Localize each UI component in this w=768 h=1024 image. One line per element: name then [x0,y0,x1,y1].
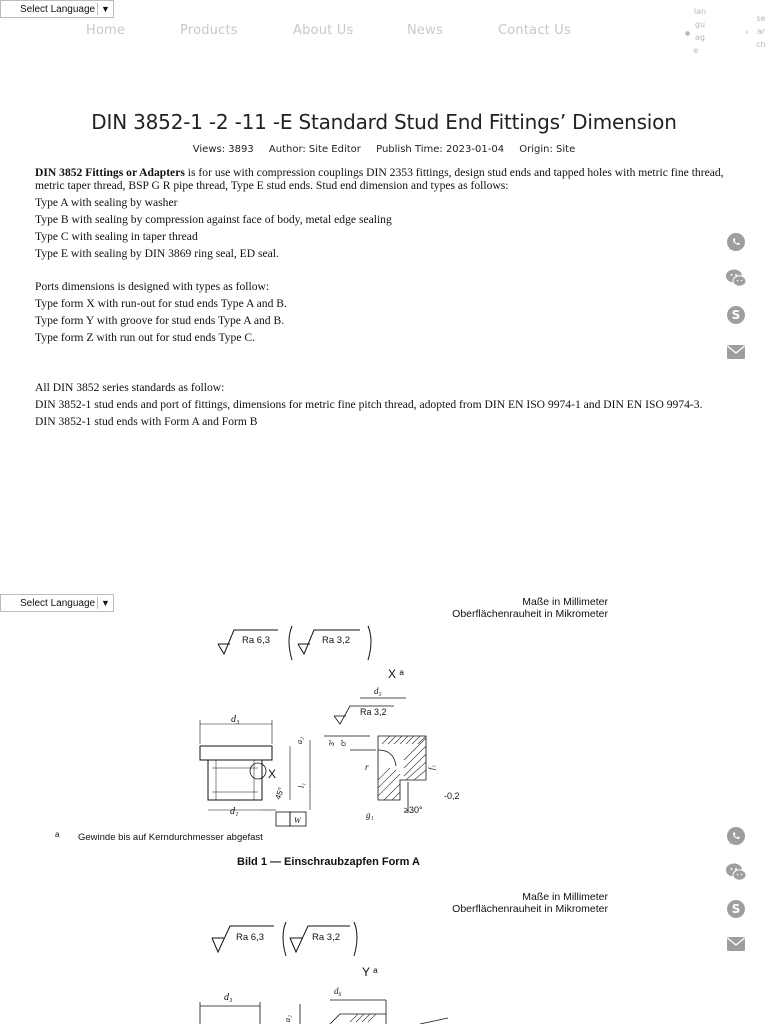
dim-label: g₁ [366,810,374,820]
series-item: DIN 3852-1 stud ends and port of fittings, dimensions for metric fine pitch thread, adopted from DIN EN ISO 9974-1 and DIN EN ISO 9974-3. [35,398,703,411]
dim-label: d₃ [224,992,233,1003]
language-select-label: Select Language [20,597,96,609]
language-toggle-text: gu [694,20,706,29]
intro-bold: DIN 3852 Fittings or Adapters [35,166,185,179]
stud-end-outline [200,720,310,826]
skype-icon[interactable] [725,304,747,326]
figure-caption: Bild 1 — Einschraubzapfen Form A [237,856,420,868]
nav-item-news[interactable]: News [407,23,443,38]
email-icon[interactable] [725,933,747,955]
dim-label: W [294,816,301,825]
language-toggle-text: ag [695,33,705,42]
figure2-drawing [190,918,470,1024]
units-note: Maße in Millimeter [522,891,608,903]
origin: Origin: Site [519,144,576,155]
type-item: Type A with sealing by washer [35,196,178,209]
ra-value: Ra 3,2 [322,635,350,646]
chevron-down-icon: ▼ [97,3,113,15]
port-item: Type form X with run-out for stud ends Type A and B. [35,297,287,310]
nav-item-about-us[interactable]: About Us [293,23,354,38]
svg-text:S: S [731,902,741,916]
series-item: DIN 3852-1 stud ends with Form A and Form B [35,415,258,428]
email-icon[interactable] [725,341,747,363]
type-item: Type C with sealing in taper thread [35,230,198,243]
language-select[interactable] [0,0,114,18]
dim-label: ≥30° [404,805,423,815]
detail-title: X ᵃ [388,667,404,681]
language-select[interactable] [0,594,114,612]
type-item: Type B with sealing by compression against face of body, metal edge sealing [35,213,392,226]
roughness-note: Oberflächenrauheit in Mikrometer [452,608,608,620]
detail-title: Y ᵃ [362,965,378,979]
ra-value: Ra 6,3 [242,635,270,646]
roughness-note: Oberflächenrauheit in Mikrometer [452,903,608,915]
dim-label: r [365,762,369,772]
ra-value: Ra 6,3 [236,932,264,943]
page-title: DIN 3852-1 -2 -11 -E Standard Stud End Fittings’ Dimension [91,110,677,134]
footnote-mark: a [55,830,60,839]
figure1-drawing [190,620,490,830]
wechat-icon[interactable] [725,267,747,289]
dim-label: f₁ [427,764,436,770]
dim-label: 0° [341,739,348,746]
series-intro: All DIN 3852 series standards as follow: [35,381,225,394]
search-toggle[interactable] [745,12,767,51]
type-item: Type E with sealing by DIN 3869 ring seal, ED seal. [35,247,279,260]
language-toggle-text: lan [693,7,707,16]
footnote-text: Gewinde bis auf Kerndurchmesser abgefast [78,832,263,843]
search-toggle-text: ar [756,27,766,36]
search-icon: ⌕ [745,28,749,36]
dim-label: a₂ [295,737,304,744]
dim-label: a₂ [283,1015,292,1022]
author: Author: Site Editor [268,144,361,155]
hatch-pattern [378,736,426,800]
skype-icon[interactable] [725,898,747,920]
dim-label: d₃ [231,714,240,725]
language-toggle[interactable] [685,5,715,57]
dim-label: l₁ [297,782,306,788]
svg-text:S: S [731,308,741,322]
dim-label: 45° [273,786,287,801]
publish-time: Publish Time: 2023-01-04 [376,144,505,155]
dim-label: d₁ [230,806,239,817]
language-select-label: Select Language [20,3,96,15]
chevron-down-icon: ▼ [97,597,113,609]
search-toggle-text: ch [756,40,766,49]
port-item: Type form Y with groove for stud ends Type A and B. [35,314,285,327]
nav-item-contact-us[interactable]: Contact Us [498,23,571,38]
views-count: Views: 3893 [192,144,254,155]
detail-outline [200,1000,448,1024]
article-meta [0,144,768,155]
ports-intro: Ports dimensions is designed with types as follow: [35,280,270,293]
units-note: Maße in Millimeter [522,596,608,608]
port-item: Type form Z with run out for stud ends Type C. [35,331,256,344]
nav-item-products[interactable]: Products [180,23,238,38]
tolerance: -0,2 [444,791,460,801]
detail-marker: X [268,767,277,781]
main-nav [0,23,680,43]
intro-paragraph [35,166,735,192]
language-toggle-text: e [693,46,699,55]
ra-value: Ra 3,2 [360,707,387,717]
wechat-icon[interactable] [725,861,747,883]
dim-label: d₆ [334,986,342,996]
whatsapp-icon[interactable] [725,231,747,253]
intro-text: is for use with compression couplings DIN 2353 fittings, design stud ends and tapped holes with metric fine thread, metric taper thread, BSP G R pipe thread, Type E stud ends. Stud end dimension and types as follows: [35,166,724,192]
hatch-pattern [350,1014,376,1022]
dim-label: d₅ [374,686,382,696]
search-toggle-text: se [756,14,766,23]
globe-icon: ● [685,30,691,37]
ra-value: Ra 3,2 [312,932,340,943]
dim-label: 3° [329,739,336,746]
whatsapp-icon[interactable] [725,825,747,847]
nav-item-home[interactable]: Home [86,23,126,38]
